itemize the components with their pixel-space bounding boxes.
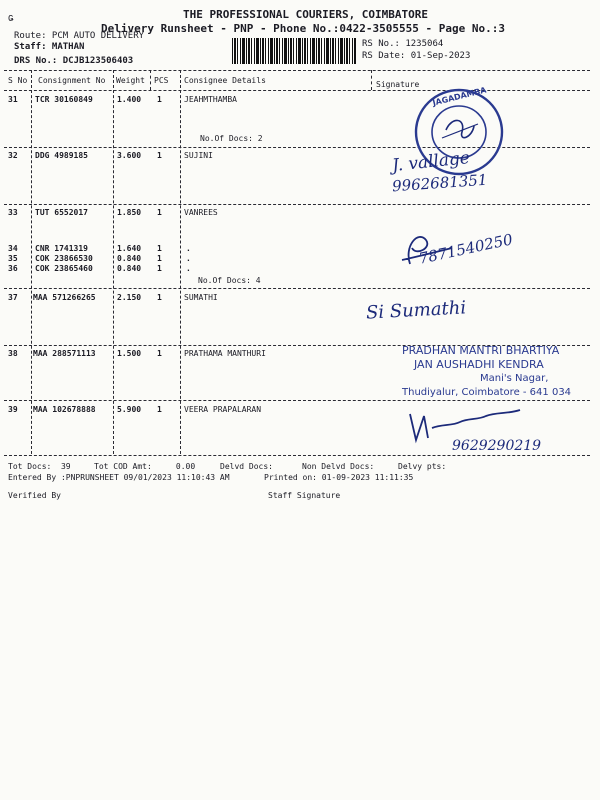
row-consignment: COK 23866530	[35, 254, 93, 263]
company-name: THE PROFESSIONAL COURIERS, COIMBATORE	[183, 8, 429, 21]
row-weight: 2.150	[117, 293, 142, 302]
row-weight: 1.500	[117, 349, 142, 358]
row-consignment: DDG 4989185	[35, 151, 88, 160]
row-pcs: 1	[157, 349, 162, 358]
row-pcs: 1	[157, 95, 162, 104]
phone-33: 7871540250	[417, 230, 515, 268]
row-sno: 32	[8, 151, 18, 160]
total-docs: Tot Docs: 39	[8, 462, 71, 471]
staff-label: Staff: MATHAN	[14, 42, 85, 52]
row-weight: 1.850	[117, 208, 142, 217]
row-pcs: 1	[157, 254, 162, 263]
row-consignee: .	[186, 264, 191, 273]
row-sno: 34	[8, 244, 18, 253]
signature-37: Si Sumathi	[365, 297, 467, 324]
row-sno: 33	[8, 208, 18, 217]
row-sno: 31	[8, 95, 18, 104]
row-weight: 3.600	[117, 151, 142, 160]
row-weight: 1.640	[117, 244, 142, 253]
row-consignment: MAA 102678888	[33, 405, 96, 414]
row-consignee: SUJINI	[184, 151, 213, 160]
row-consignment: MAA 571266265	[33, 293, 96, 302]
docs-count: No.Of Docs: 2	[200, 134, 263, 143]
total-cod: Tot COD Amt: 0.00	[94, 462, 196, 471]
row-consignee: .	[186, 244, 191, 253]
row-sno: 38	[8, 349, 18, 358]
staff-signature: Staff Signature	[268, 491, 341, 500]
row-weight: 1.400	[117, 95, 142, 104]
delivered-docs: Delvd Docs:	[220, 462, 273, 471]
row-consignee: PRATHAMA MANTHURI	[184, 349, 266, 358]
signature-32: J. vallage	[391, 147, 471, 177]
row-consignee: SUMATHI	[184, 293, 218, 302]
col-sno: S No	[8, 76, 28, 85]
entered-by: Entered By :PNPRUNSHEET 09/01/2023 11:10:43 AM	[8, 473, 230, 482]
stamp-line: JAN AUSHADHI KENDRA	[414, 358, 544, 371]
row-weight: 0.840	[117, 254, 142, 263]
logo-mark: Ǥ	[8, 14, 14, 24]
route-label: Route: PCM AUTO DELIVERY	[14, 31, 145, 41]
non-delivered-docs: Non Delvd Docs:	[302, 462, 375, 471]
row-pcs: 1	[157, 293, 162, 302]
printed-on: Printed on: 01-09-2023 11:11:35	[264, 473, 414, 482]
barcode	[232, 38, 356, 64]
row-consignee: VANREES	[184, 208, 218, 217]
col-weight: Weight	[116, 76, 145, 85]
docs-count: No.Of Docs: 4	[198, 276, 261, 285]
row-consignment: TCR 30160849	[35, 95, 93, 104]
delivery-points: Delvy pts:	[398, 462, 447, 471]
row-consignee: JEAHMTHAMBA	[184, 95, 237, 104]
col-pcs: PCS	[154, 76, 169, 85]
row-consignment: COK 23865460	[35, 264, 93, 273]
verified-by: Verified By	[8, 491, 61, 500]
row-consignee: .	[186, 254, 191, 263]
stamp-line: Mani's Nagar,	[480, 373, 549, 384]
rs-number: RS No.: 1235064	[362, 39, 444, 49]
stamp-line: PRADHAN MANTRI BHARTIYA	[402, 344, 560, 357]
stamp-text: JAGADAMBA	[431, 85, 488, 108]
row-pcs: 1	[157, 405, 162, 414]
col-consignee: Consignee Details	[184, 76, 266, 85]
row-sno: 39	[8, 405, 18, 414]
row-pcs: 1	[157, 208, 162, 217]
phone-39: 9629290219	[452, 438, 542, 454]
row-consignment: CNR 1741319	[35, 244, 88, 253]
row-sno: 36	[8, 264, 18, 273]
row-pcs: 1	[157, 264, 162, 273]
stamp-line: Thudiyalur, Coimbatore - 641 034	[402, 387, 572, 398]
row-weight: 5.900	[117, 405, 142, 414]
runsheet-title: Delivery Runsheet - PNP - Phone No.:0422-3505555 - Page No.:3	[101, 22, 505, 35]
drs-number: DRS No.: DCJB123506403	[14, 56, 134, 66]
rs-date: RS Date: 01-Sep-2023	[362, 51, 471, 61]
row-sno: 35	[8, 254, 18, 263]
row-pcs: 1	[157, 244, 162, 253]
row-sno: 37	[8, 293, 18, 302]
row-weight: 0.840	[117, 264, 142, 273]
col-signature: Signature	[376, 80, 420, 89]
phone-32: 9962681351	[391, 170, 488, 196]
row-pcs: 1	[157, 151, 162, 160]
row-consignment: TUT 6552017	[35, 208, 88, 217]
row-consignment: MAA 288571113	[33, 349, 96, 358]
col-consignment: Consignment No	[38, 76, 106, 85]
row-consignee: VEERA PRAPALARAN	[184, 405, 262, 414]
